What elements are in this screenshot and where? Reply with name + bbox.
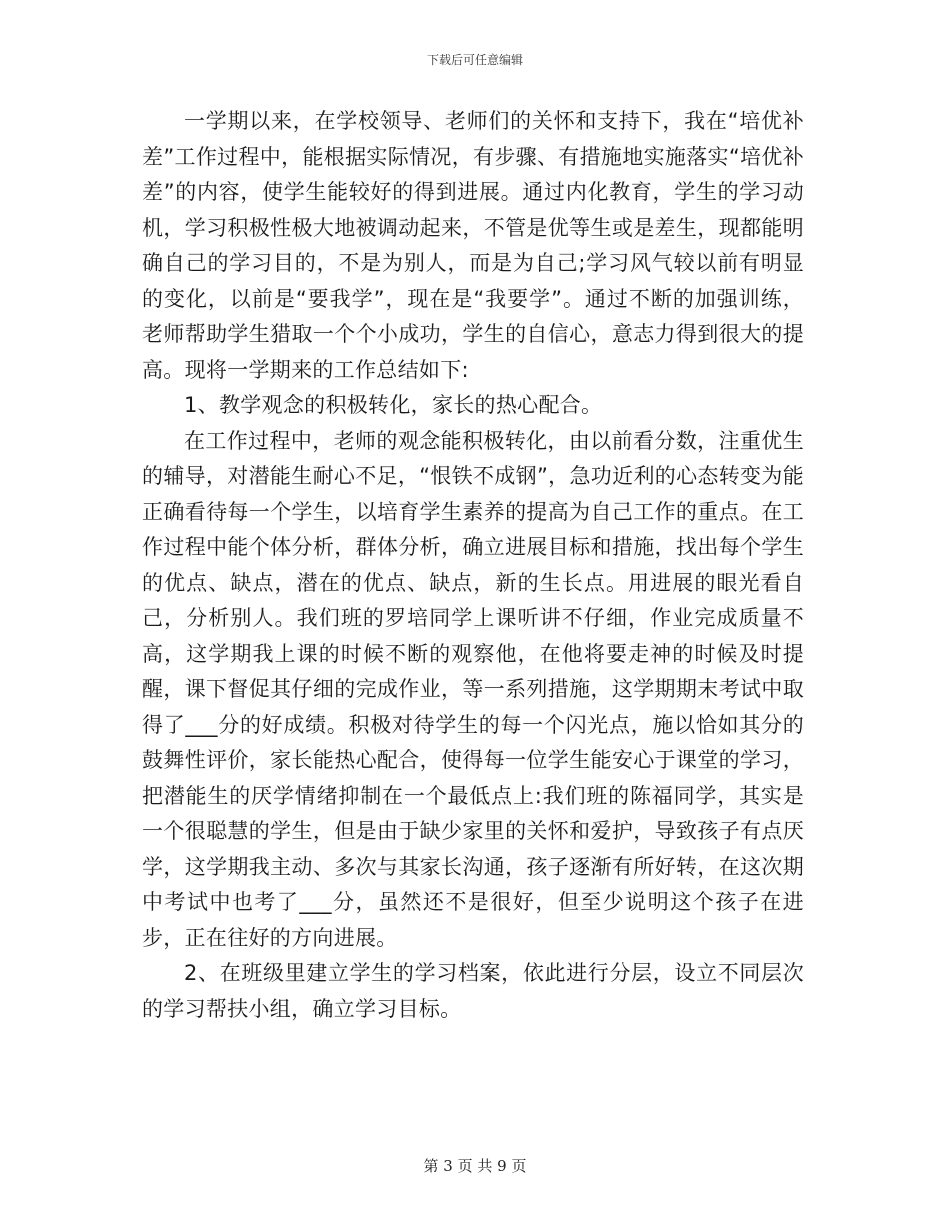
document-body — [142, 104, 804, 1027]
section-heading-2: 2、在班级里建立学生的学习档案，依此进行分层，设立不同层次的学习帮扶小组，确立学习目标。 — [142, 961, 804, 1021]
page-number: 第 3 页 共 9 页 — [423, 1157, 527, 1175]
section-heading-1: 1、教学观念的积极转化，家长的热心配合。 — [184, 393, 603, 417]
page-header: 下载后可任意编辑 — [426, 53, 523, 67]
intro-paragraph: 一学期以来，在学校领导、老师们的关怀和支持下，我在“培优补差”工作过程中，能根据实际情况，有步骤、有措施地实施落实“培优补差”的内容，使学生能较好的得到进展。通过内化教育，学生的学习动机，学习积极性极大地被调动起来，不管是优等生或是差生，现都能明确自己的学习目的，不是为别人，而是为自己;学习风气较以前有明显的变化，以前是“要我学”，现在是“我要学”。通过不断的加强训练，老师帮助学生猎取一个个小成功，学生的自信心，意志力得到很大的提高。现将一学期来的工作总结如下: — [142, 109, 804, 382]
section-1-paragraph: 在工作过程中，老师的观念能积极转化，由以前看分数，注重优生的辅导，对潜能生耐心不足，“恨铁不成钢”，急功近利的心态转变为能正确看待每一个学生，以培育学生素养的提高为自己工作的重点。在工作过程中能个体分析，群体分析，确立进展目标和措施，找出每个学生的优点、缺点，潜在的优点、缺点，新的生长点。用进展的眼光看自己，分析别人。我们班的罗培同学上课听讲不仔细，作业完成质量不高，这学期我上课的时候不断的观察他，在他将要走神的时候及时提醒，课下督促其仔细的完成作业，等一系列措施，这学期期末考试中取得了___分的好成绩。积极对待学生的每一个闪光点，施以恰如其分的鼓舞性评价，家长能热心配合，使得每一位学生能安心于课堂的学习，把潜能生的厌学情绪抑制在一个最低点上:我们班的陈福同学，其实是一个很聪慧的学生，但是由于缺少家里的关怀和爱护，导致孩子有点厌学，这学期我主动、多次与其家长沟通，孩子逐渐有所好转，在这次期中考试中也考了___分，虽然还不是很好，但至少说明这个孩子在进步，正在往好的方向进展。 — [142, 428, 804, 950]
